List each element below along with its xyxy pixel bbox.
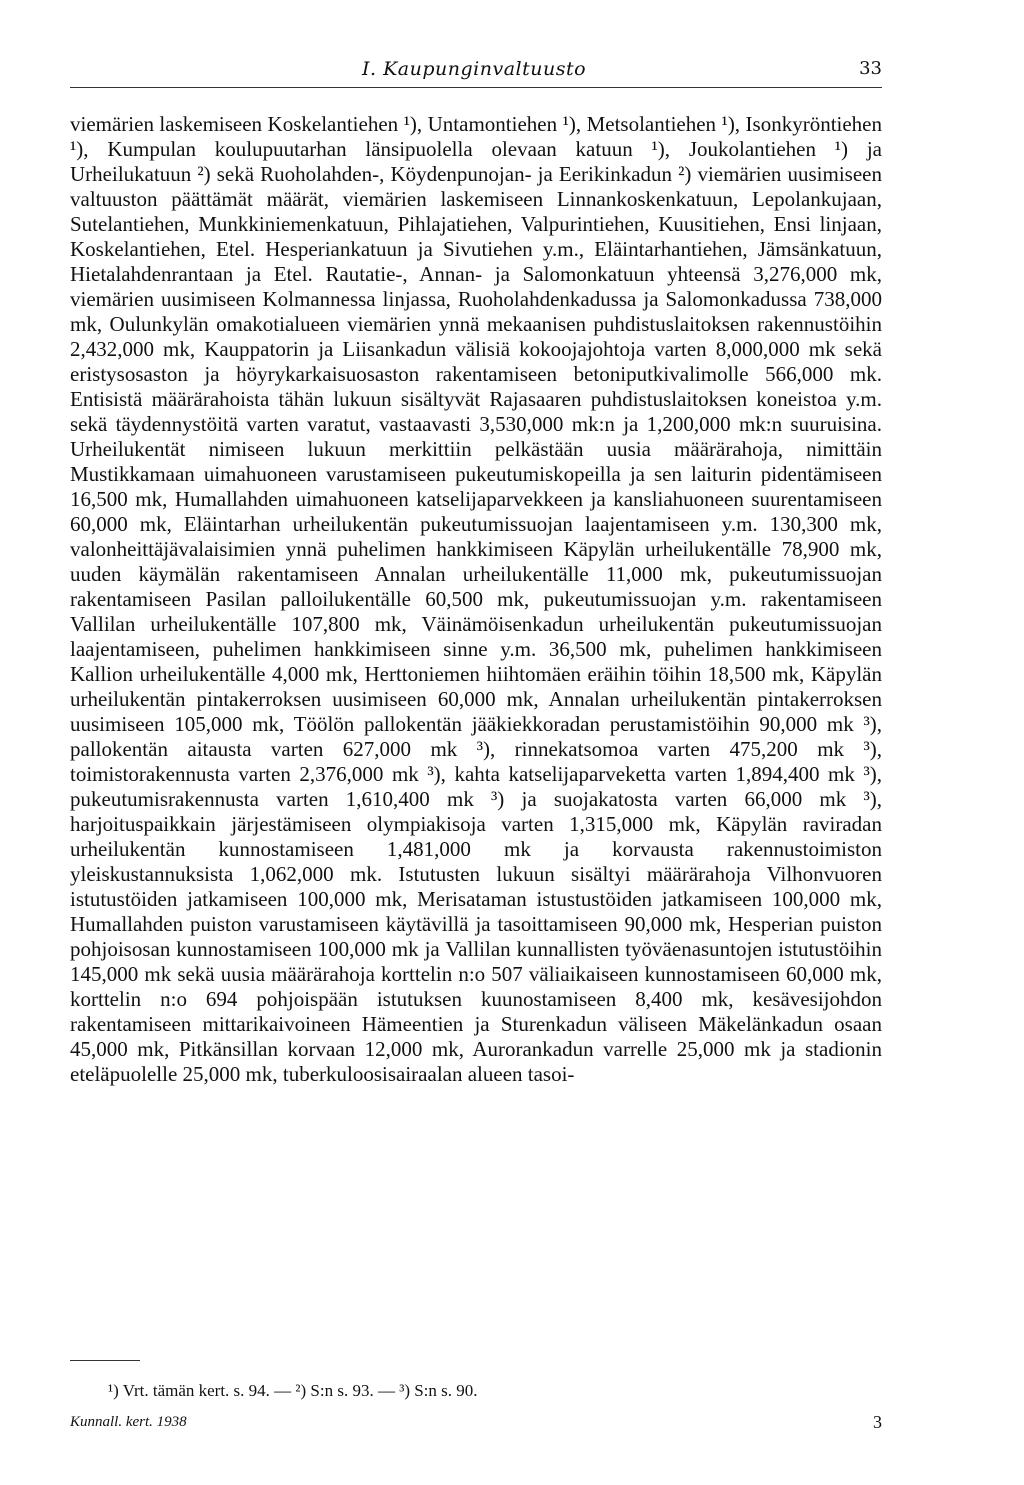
body-text: [70, 112, 882, 1087]
footnotes: ¹) Vrt. tämän kert. s. 94. — ²) S:n s. 93. — ³) S:n s. 90.: [108, 1381, 478, 1400]
sheet-number: 3: [873, 1412, 882, 1432]
page-number: 33: [859, 58, 882, 79]
running-title: I. Kaupunginvaltuusto: [362, 58, 587, 80]
footnote-rule: [70, 1360, 140, 1361]
page-header: [70, 58, 882, 90]
header-rule: [70, 87, 882, 88]
body-paragraph: viemärien laskemiseen Koskelantiehen ¹), Untamontiehen ¹), Metsolantiehen ¹), Isonkyröntiehen ¹), Kumpulan koulupuutarhan länsipuolella olevaan katuun ¹), Joukolantiehen ¹) ja Urheilukatuun ²) sekä Ruoholahden-, Köydenpunojan- ja Eerikinkadun ²) viemärien uusimiseen valtuuston päättämät määrät, viemärien laskemiseen Linnankoskenkatuun, Lepolankujaan, Sutelantiehen, Munkkiniemenkatuun, Pihlajatiehen, Valpurintiehen, Kuusitiehen, Ensi linjaan, Koskelantiehen, Etel. Hesperiankatuun ja Sivutiehen y.m., Eläintarhantiehen, Jämsänkatuun, Hietalahdenrantaan ja Etel. Rautatie-, Annan- ja Salomonkatuun yhteensä 3,276,000 mk, viemärien uusimiseen Kolmannessa linjassa, Ruoholahdenkadussa ja Salomonkadussa 738,000 mk, Oulunkylän omakotialueen viemärien ynnä mekaanisen puhdistuslaitoksen rakennustöihin 2,432,000 mk, Kauppatorin ja Liisankadun välisiä kokoojajohtoja varten 8,000,000 mk sekä eristysosaston ja höyrykarkaisuosaston rakentamiseen betoniputkivalimolle 566,000 mk. Entisistä määrärahoista tähän lukuun sisältyvät Rajasaaren puhdistuslaitoksen koneistoa y.m. sekä täydennystöitä varten varatut, vastaavasti 3,530,000 mk:n ja 1,200,000 mk:n suuruisina. Urheilukentät nimiseen lukuun merkittiin pelkästään uusia määrärahoja, nimittäin Mustikkamaan uimahuoneen varustamiseen pukeutumiskopeilla ja sen laiturin pidentämiseen 16,500 mk, Humallahden uimahuoneen katselijaparvekkeen ja kansliahuoneen suurentamiseen 60,000 mk, Eläintarhan urheilukentän pukeutumissuojan laajentamiseen y.m. 130,300 mk, valonheittäjävalaisimien ynnä puhelimen hankkimiseen Käpylän urheilukentälle 78,900 mk, uuden käymälän rakentamiseen Annalan urheilukentälle 11,000 mk, pukeutumissuojan rakentamiseen Pasilan palloilukentälle 60,500 mk, pukeutumissuojan y.m. rakentamiseen Vallilan urheilukentälle 107,800 mk, Väinämöisenkadun urheilukentän pukeutumissuojan laajentamiseen, puhelimen hankkimiseen sinne y.m. 36,500 mk, puhelimen hankkimiseen Kallion urheilukentälle 4,000 mk, Herttoniemen hiihtomäen eräihin töihin 18,500 mk, Käpylän urheilukentän pintakerroksen uusimiseen 60,000 mk, Annalan urheilukentän pintakerroksen uusimiseen 105,000 mk, Töölön pallokentän jääkiekkoradan perustamistöihin 90,000 mk ³), pallokentän aitausta varten 627,000 mk ³), rinnekatsomoa varten 475,200 mk ³), toimistorakennusta varten 2,376,000 mk ³), kahta katselijaparveketta varten 1,894,400 mk ³), pukeutumisrakennusta varten 1,610,400 mk ³) ja suojakatosta varten 66,000 mk ³), harjoituspaikkain järjestämiseen olympiakisoja varten 1,315,000 mk, Käpylän raviradan urheilukentän kunnostamiseen 1,481,000 mk ja korvausta rakennustoimiston yleiskustannuksista 1,062,000 mk. Istutusten lukuun sisältyi määrärahoja Vilhonvuoren istutustöiden jatkamiseen 100,000 mk, Merisataman istustustöiden jatkamiseen 100,000 mk, Humallahden puiston varustamiseen käytävillä ja tasoittamiseen 90,000 mk, Hesperian puiston pohjoisosan kunnostamiseen 100,000 mk ja Vallilan kunnallisten työväenasuntojen istutustöihin 145,000 mk sekä uusia määrärahoja korttelin n:o 507 väliaikaiseen kunnostamiseen 60,000 mk, korttelin n:o 694 pohjoispään istutuksen kuunostamiseen 8,400 mk, kesävesijohdon rakentamiseen mittarikaivoineen Hämeentien ja Sturenkadun väliseen Mäkelänkadun osaan 45,000 mk, Pitkänsillan korvaan 12,000 mk, Aurorankadun varrelle 25,000 mk ja stadionin eteläpuolelle 25,000 mk, tuberkuloosisairaalan alueen tasoi-: [70, 112, 882, 1086]
signature-mark: Kunnall. kert. 1938: [70, 1414, 187, 1430]
page-footer: [70, 1414, 882, 1438]
